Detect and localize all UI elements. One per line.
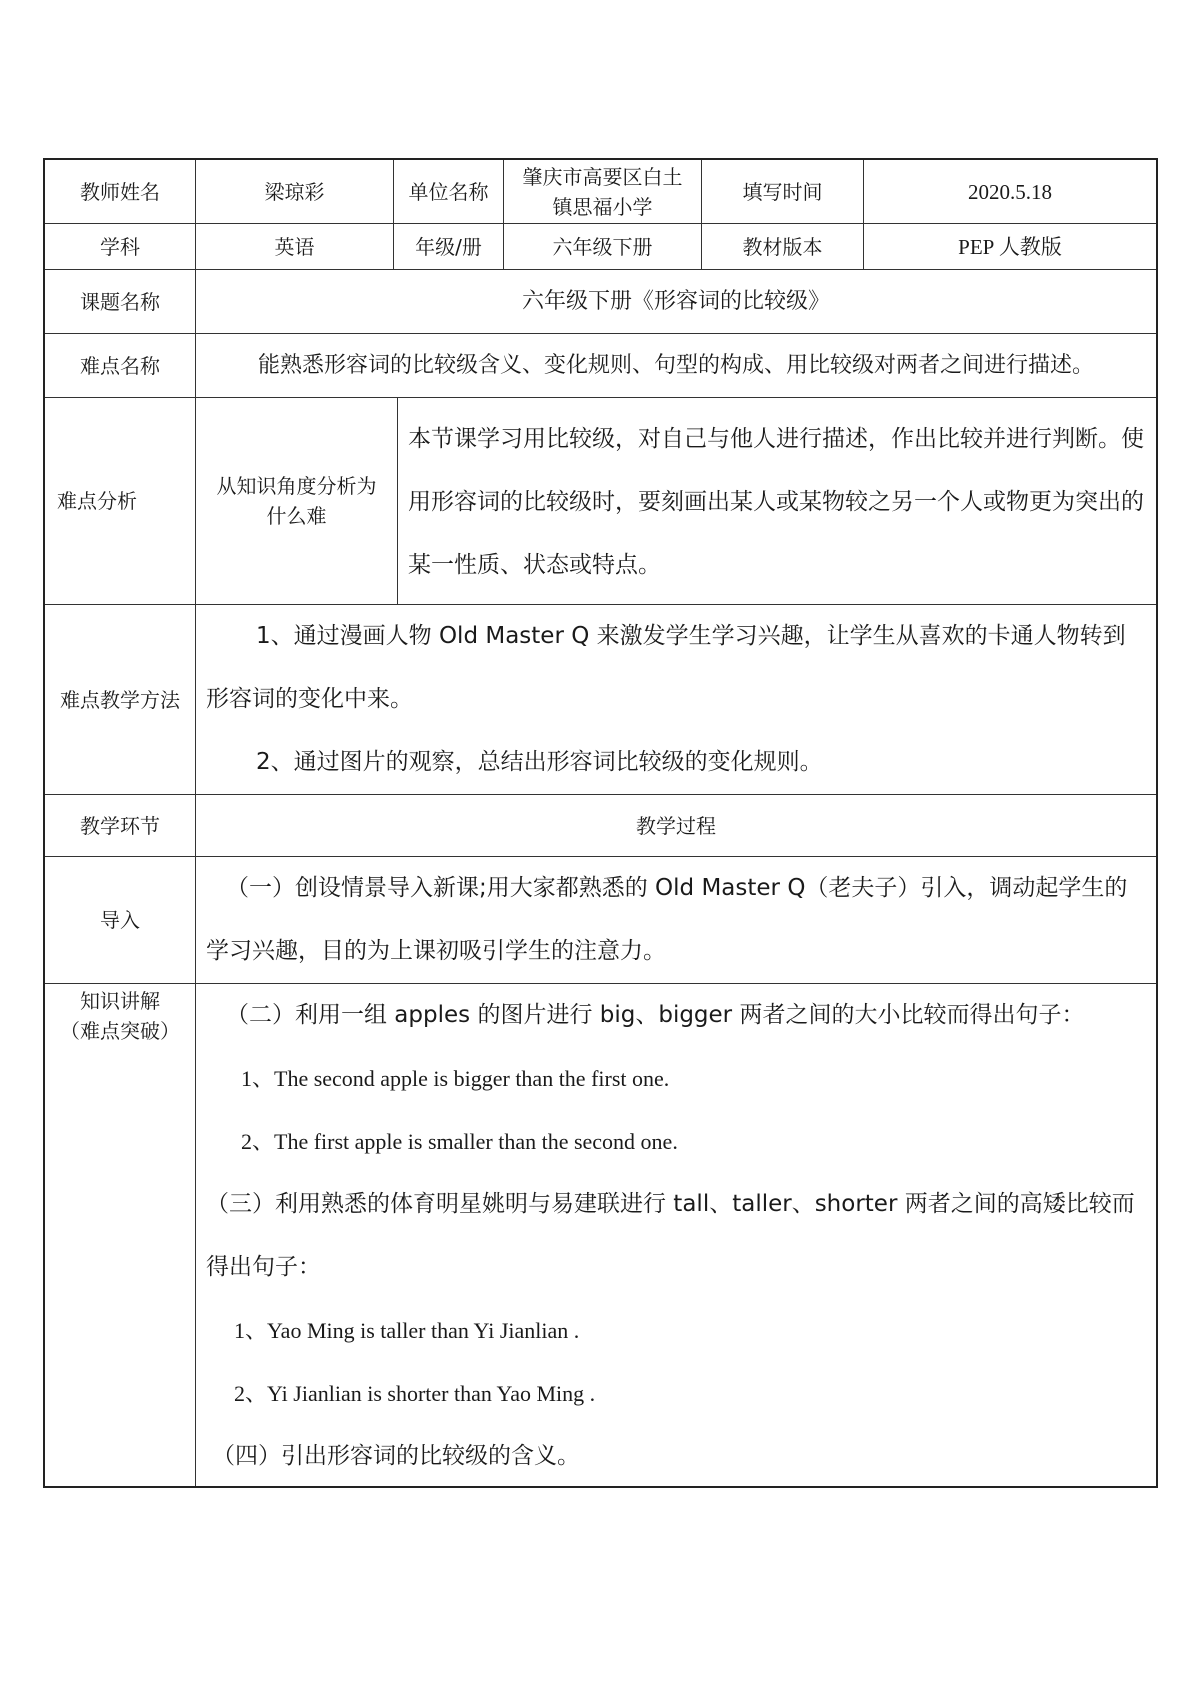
difficulty-label: 难点名称 (45, 334, 196, 398)
intro-text: （一）创设情景导入新课;用大家都熟悉的 Old Master Q（老夫子）引入，调动起学生的学习兴趣，目的为上课初吸引学生的注意力。 (196, 857, 1156, 984)
teacher-name-value: 梁琼彩 (196, 160, 394, 224)
teacher-name-label: 教师姓名 (45, 160, 196, 224)
knowledge-label-line2: （难点突破） (60, 1019, 180, 1043)
analysis-sub-label-line2: 什么难 (266, 504, 327, 528)
analysis-text: 本节课学习用比较级，对自己与他人进行描述，作出比较并进行判断。使用形容词的比较级时，要刻画出某人或某物较之另一个人或物更为突出的某一性质、状态或特点。 (398, 398, 1156, 605)
knowledge-label-line1: 知识讲解 (80, 989, 160, 1013)
fill-date-label: 填写时间 (702, 160, 864, 224)
subject-label: 学科 (45, 224, 196, 270)
stage-label: 教学环节 (45, 795, 196, 857)
knowledge-p1: （二）利用一组 apples 的图片进行 big、bigger 两者之间的大小比较而得出句子： (226, 1002, 1085, 1028)
method-item-1: 1、通过漫画人物 Old Master Q 来激发学生学习兴趣，让学生从喜欢的卡通人物转到形容词的变化中来。 (206, 623, 1126, 712)
knowledge-sentence-3: 1、Yao Ming is taller than Yi Jianlian . (234, 1318, 580, 1343)
analysis-label: 难点分析 (45, 398, 196, 605)
grade-label: 年级/册 (394, 224, 504, 270)
edition-value: PEP 人教版 (864, 224, 1156, 270)
edition-label: 教材版本 (702, 224, 864, 270)
unit-name-label: 单位名称 (394, 160, 504, 224)
topic-label: 课题名称 (45, 270, 196, 334)
fill-date-value: 2020.5.18 (864, 160, 1156, 224)
knowledge-p2: （三）利用熟悉的体育明星姚明与易建联进行 tall、taller、shorter 两者之间的高矮比较而得出句子： (206, 1191, 1135, 1280)
method-text (196, 605, 1156, 795)
knowledge-sentence-1: 1、The second apple is bigger than the first one. (241, 1066, 670, 1091)
knowledge-sentence-2: 2、The first apple is smaller than the second one. (241, 1129, 678, 1154)
knowledge-text (196, 984, 1156, 1486)
unit-name-line1: 肇庆市高要区白土 (522, 164, 683, 189)
unit-name-value (504, 160, 702, 224)
analysis-sub-label (196, 398, 398, 605)
lesson-plan-table (43, 158, 1158, 1488)
subject-value: 英语 (196, 224, 394, 270)
grade-value: 六年级下册 (504, 224, 702, 270)
method-item-2: 2、通过图片的观察，总结出形容词比较级的变化规则。 (256, 749, 823, 775)
analysis-sub-label-line1: 从知识角度分析为 (216, 474, 377, 498)
process-label: 教学过程 (196, 795, 1156, 857)
topic-value: 六年级下册《形容词的比较级》 (196, 270, 1156, 334)
unit-name-line2: 镇思福小学 (552, 194, 653, 219)
intro-label: 导入 (45, 857, 196, 984)
method-label: 难点教学方法 (45, 605, 196, 795)
knowledge-label (45, 984, 196, 1486)
difficulty-value: 能熟悉形容词的比较级含义、变化规则、句型的构成、用比较级对两者之间进行描述。 (196, 334, 1156, 398)
knowledge-p3: （四）引出形容词的比较级的含义。 (212, 1443, 580, 1469)
knowledge-sentence-4: 2、Yi Jianlian is shorter than Yao Ming . (234, 1381, 596, 1406)
